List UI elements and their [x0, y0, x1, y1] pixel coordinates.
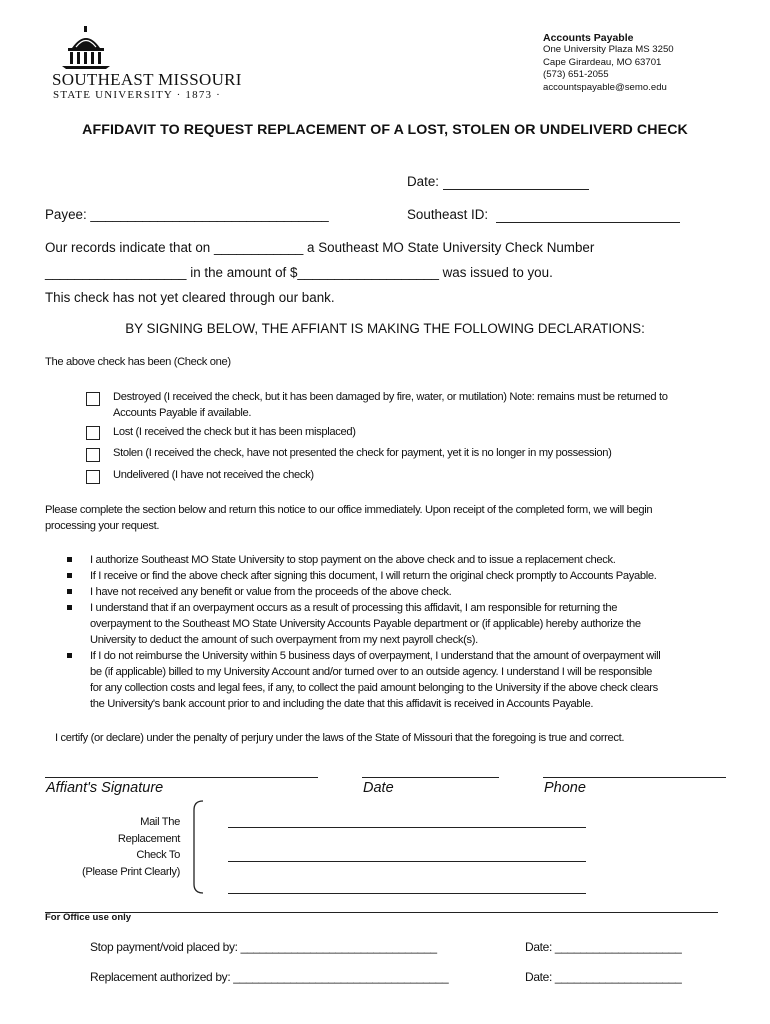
mail-label-line: Replacement: [117, 832, 180, 845]
phone-field[interactable]: [543, 763, 726, 778]
declaration-item: [67, 584, 727, 600]
declaration-text: overpayment to the Southeast MO State University Accounts Payable department or (if applicable) hereby authorize the: [90, 618, 641, 630]
declaration-item: [67, 568, 727, 584]
declaration-text: the University's bank account prior to and including the date that this affidavit is received in Accounts Payable.: [90, 698, 594, 710]
declaration-text: If I do not reimburse the University within 5 business days of overpayment, I understand that the amount of overpayment will: [90, 650, 661, 662]
affiant-signature-label: Affiant's Signature: [46, 780, 164, 796]
bullet-icon: [67, 557, 72, 562]
mail-label-line: Mail The: [140, 816, 180, 828]
office-use-heading: For Office use only: [45, 912, 132, 923]
declaration-text: be (if applicable) billed to my University Account and/or turned over to an outside agency. I understand I will be responsible: [90, 666, 653, 678]
address-line-2: Cape Girardeau, MO 63701: [543, 56, 662, 68]
bullet-icon: [67, 605, 72, 610]
affiant-signature-field[interactable]: [45, 763, 318, 778]
option-destroyed-label: Destroyed (I received the check, but it has been damaged by fire, water, or mutilation) Note: remains must be returned to: [113, 391, 668, 403]
declaration-text: I have not received any benefit or value from the proceeds of the above check.: [90, 586, 452, 598]
logo-title: SOUTHEAST MISSOURI: [52, 70, 242, 89]
stop-payment-date-field[interactable]: Date: ____________________: [525, 940, 682, 954]
mail-label-line: (Please Print Clearly): [82, 865, 180, 878]
contact-block: [543, 32, 674, 94]
bullet-icon: [67, 653, 72, 658]
mailing-address-line-3[interactable]: [228, 879, 586, 894]
office-section-divider: [45, 898, 718, 913]
declaration-text: I understand that if an overpayment occurs as a result of processing this affidavit, I am responsible for returning the: [90, 602, 618, 614]
check-one-label: The above check has been (Check one): [45, 356, 231, 368]
phone-label: Phone: [544, 780, 586, 796]
signature-date-field[interactable]: [362, 763, 499, 778]
certify-statement: I certify (or declare) under the penalty of perjury under the laws of the State of Missouri that the foregoing is true and correct.: [55, 732, 625, 744]
address-line-1: One University Plaza MS 3250: [543, 44, 674, 56]
left-brace-icon: [190, 800, 204, 894]
southeast-id-field[interactable]: [496, 207, 680, 223]
instructions-line-1: Please complete the section below and return this notice to our office immediately. Upon receipt of the completed form, we will begin: [45, 504, 653, 516]
mail-label-line: Check To: [136, 849, 180, 862]
option-undelivered-label: Undelivered (I have not received the check): [113, 469, 314, 481]
option-destroyed-note: Accounts Payable if available.: [113, 407, 252, 419]
declaration-item: [67, 648, 727, 712]
contact-email[interactable]: accountspayable@semo.edu: [543, 81, 667, 93]
records-line-1: Our records indicate that on ____________ a Southeast MO State University Check Number: [45, 240, 595, 255]
declaration-text: University to deduct the amount of such overpayment from my next payroll check(s).: [90, 634, 478, 646]
destroyed-checkbox[interactable]: [86, 392, 100, 406]
date-label: Date:: [407, 174, 440, 189]
declaration-item: [67, 600, 727, 648]
logo-subtitle: STATE UNIVERSITY · 1873 ·: [53, 89, 222, 101]
records-line-3: This check has not yet cleared through our bank.: [45, 290, 335, 305]
declaration-item: [67, 552, 727, 568]
option-lost-label: Lost (I received the check but it has been misplaced): [113, 426, 356, 438]
bullet-icon: [67, 589, 72, 594]
declaration-text: for any collection costs and legal fees, if any, to collect the paid amount belonging to the University if the above check clears: [90, 682, 658, 694]
declaration-text: I authorize Southeast MO State University to stop payment on the above check and to issue a replacement check.: [90, 554, 616, 566]
southeast-id-label: Southeast ID:: [407, 207, 489, 222]
declarations-heading: BY SIGNING BELOW, THE AFFIANT IS MAKING THE FOLLOWING DECLARATIONS:: [125, 321, 645, 336]
university-logo: [52, 26, 242, 101]
date-field[interactable]: [443, 174, 589, 190]
mailing-address-line-1[interactable]: [228, 813, 586, 828]
payee-field[interactable]: Payee: ________________________________: [45, 207, 329, 222]
stop-payment-field[interactable]: Stop payment/void placed by: _______________________________: [90, 940, 437, 954]
mail-to-label: [60, 814, 180, 880]
signature-date-label: Date: [363, 780, 394, 796]
undelivered-checkbox[interactable]: [86, 470, 100, 484]
declaration-text: If I receive or find the above check after signing this document, I will return the original check promptly to Accounts Payable.: [90, 570, 657, 582]
instructions-line-2: processing your request.: [45, 520, 160, 532]
option-stolen-label: Stolen (I received the check, have not presented the check for payment, yet it is no longer in my possession): [113, 447, 612, 459]
mailing-address-line-2[interactable]: [228, 847, 586, 862]
lost-checkbox[interactable]: [86, 426, 100, 440]
contact-phone: (573) 651-2055: [543, 69, 609, 81]
form-title: AFFIDAVIT TO REQUEST REPLACEMENT OF A LOST, STOLEN OR UNDELIVERD CHECK: [82, 122, 688, 138]
replacement-authorized-field[interactable]: Replacement authorized by: __________________________________: [90, 970, 449, 984]
academic-hall-dome-icon: [62, 26, 110, 70]
stolen-checkbox[interactable]: [86, 448, 100, 462]
replacement-date-field[interactable]: Date: ____________________: [525, 970, 682, 984]
bullet-icon: [67, 573, 72, 578]
department-name: Accounts Payable: [543, 32, 634, 44]
declarations-list: [67, 552, 727, 712]
records-line-2: ___________________ in the amount of $___________________ was issued to you.: [45, 265, 553, 280]
